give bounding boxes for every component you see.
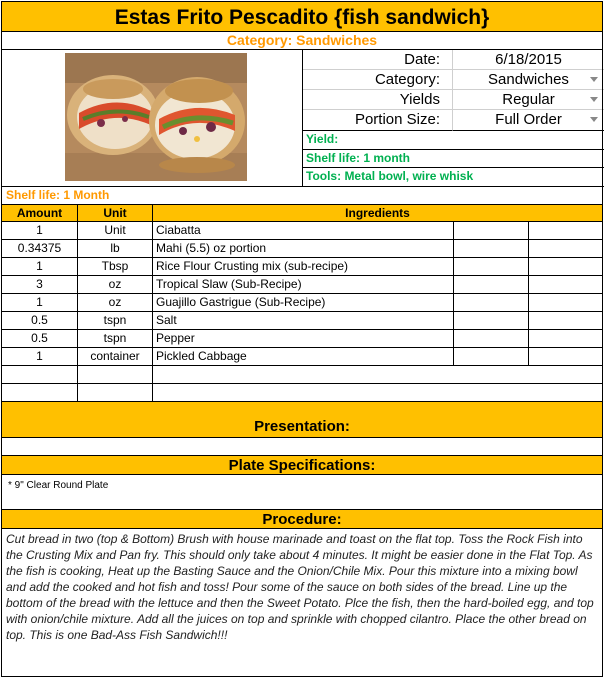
unit-header: Unit (77, 205, 152, 222)
unit-cell[interactable] (77, 366, 152, 384)
ingredient-cell[interactable]: Pickled Cabbage (152, 348, 453, 366)
extra-cell[interactable] (453, 258, 528, 276)
amount-cell[interactable]: 0.34375 (1, 240, 77, 258)
amount-cell[interactable]: 0.5 (1, 312, 77, 330)
unit-cell[interactable]: container (77, 348, 152, 366)
tools-line: Tools: Metal bowl, wire whisk (303, 168, 604, 187)
extra-cell[interactable] (453, 276, 528, 294)
unit-cell[interactable]: Unit (77, 222, 152, 240)
date-value[interactable]: 6/18/2015 (452, 50, 604, 70)
portion-label: Portion Size: (303, 110, 452, 131)
ingredient-cell[interactable]: Tropical Slaw (Sub-Recipe) (152, 276, 453, 294)
category-label: Category: (303, 70, 452, 90)
amount-cell[interactable]: 1 (1, 222, 77, 240)
ingredient-cell[interactable]: Salt (152, 312, 453, 330)
extra-cell[interactable] (453, 330, 528, 348)
extra-cell[interactable] (528, 222, 603, 240)
dropdown-arrow-icon[interactable] (590, 97, 598, 102)
amount-cell[interactable] (1, 366, 77, 384)
table-row (1, 348, 603, 366)
info-panel (302, 50, 603, 187)
presentation-body[interactable] (1, 438, 603, 455)
ingredient-cell[interactable]: Ciabatta (152, 222, 453, 240)
ingredient-cell[interactable]: Pepper (152, 330, 453, 348)
table-row (1, 312, 603, 330)
procedure-label: Procedure: (1, 509, 603, 529)
ingredient-cell[interactable]: Mahi (5.5) oz portion (152, 240, 453, 258)
portion-value: Full Order (495, 111, 562, 128)
table-row (1, 258, 603, 276)
dropdown-arrow-icon[interactable] (590, 77, 598, 82)
extra-cell[interactable] (528, 312, 603, 330)
ingredients-header: Ingredients (152, 205, 603, 222)
extra-cell[interactable] (528, 294, 603, 312)
unit-cell[interactable]: lb (77, 240, 152, 258)
table-row (1, 222, 603, 240)
shelf-life-note: Shelf life: 1 Month (1, 187, 603, 205)
photo-cell (1, 50, 302, 187)
extra-cell[interactable] (453, 312, 528, 330)
date-label: Date: (303, 50, 452, 70)
presentation-label: Presentation: (254, 418, 350, 435)
amount-cell[interactable]: 0.5 (1, 330, 77, 348)
unit-cell[interactable]: oz (77, 294, 152, 312)
category-line: Category: Sandwiches (1, 31, 603, 50)
ingredient-cell[interactable] (152, 366, 603, 384)
sandwich-photo (65, 53, 247, 181)
amount-cell[interactable] (1, 384, 77, 402)
yields-dropdown[interactable] (452, 90, 604, 110)
shelf-life-line: Shelf life: 1 month (303, 150, 604, 168)
amount-cell[interactable]: 1 (1, 258, 77, 276)
presentation-section (1, 402, 603, 438)
extra-cell[interactable] (453, 294, 528, 312)
extra-cell[interactable] (528, 348, 603, 366)
extra-cell[interactable] (528, 276, 603, 294)
portion-dropdown[interactable] (452, 110, 604, 131)
extra-cell[interactable] (528, 258, 603, 276)
table-row (1, 276, 603, 294)
category-dropdown[interactable] (452, 70, 604, 90)
yields-value: Regular (502, 91, 555, 108)
table-row (1, 384, 603, 402)
extra-cell[interactable] (453, 348, 528, 366)
extra-cell[interactable] (453, 222, 528, 240)
yields-label: Yields (303, 90, 452, 110)
amount-cell[interactable]: 1 (1, 348, 77, 366)
unit-cell[interactable]: tspn (77, 312, 152, 330)
recipe-title: Estas Frito Pescadito {fish sandwich} (1, 1, 603, 32)
extra-cell[interactable] (453, 240, 528, 258)
ingredient-cell[interactable]: Guajillo Gastrigue (Sub-Recipe) (152, 294, 453, 312)
extra-cell[interactable] (528, 240, 603, 258)
table-row (1, 330, 603, 348)
extra-cell[interactable] (528, 330, 603, 348)
sandwich-image (65, 53, 247, 181)
procedure-text[interactable]: Cut bread in two (top & Bottom) Brush with house marinade and toast on the flat top. Toss the Rock Fish into the Crusting Mix and Pan fry. This should only take about 4 minutes. It might be easier done in the Flat Top. As the fish is cooking, Heat up the Basting Sauce and the Onion/Chile Mix. Pour this mixture into a mixing bowl and add the cooked and hot fish and toss! Pour some of the sauce on both sides of the bread. Line up the bottom of the bread with the lettuce and then the Sweet Potato. Plce the fish, then the hard-boiled egg, and top with onion/chile mixture. Add all the juices on top and sprinkle with chopped cilantro. Place the other bread on top. This is one Bad-Ass Fish Sandwich!!! (1, 529, 603, 677)
amount-cell[interactable]: 1 (1, 294, 77, 312)
unit-cell[interactable]: Tbsp (77, 258, 152, 276)
yield-line: Yield: (303, 131, 604, 150)
unit-cell[interactable]: oz (77, 276, 152, 294)
table-row (1, 366, 603, 384)
plate-spec-label: Plate Specifications: (1, 455, 603, 475)
ingredient-cell[interactable] (152, 384, 603, 402)
unit-cell[interactable]: tspn (77, 330, 152, 348)
plate-spec-text[interactable]: * 9" Clear Round Plate (1, 475, 603, 509)
amount-cell[interactable]: 3 (1, 276, 77, 294)
category-value: Sandwiches (488, 71, 569, 88)
dropdown-arrow-icon[interactable] (590, 117, 598, 122)
amount-header: Amount (1, 205, 77, 222)
table-row (1, 240, 603, 258)
right-border (602, 50, 603, 187)
table-row (1, 294, 603, 312)
unit-cell[interactable] (77, 384, 152, 402)
ingredient-cell[interactable]: Rice Flour Crusting mix (sub-recipe) (152, 258, 453, 276)
